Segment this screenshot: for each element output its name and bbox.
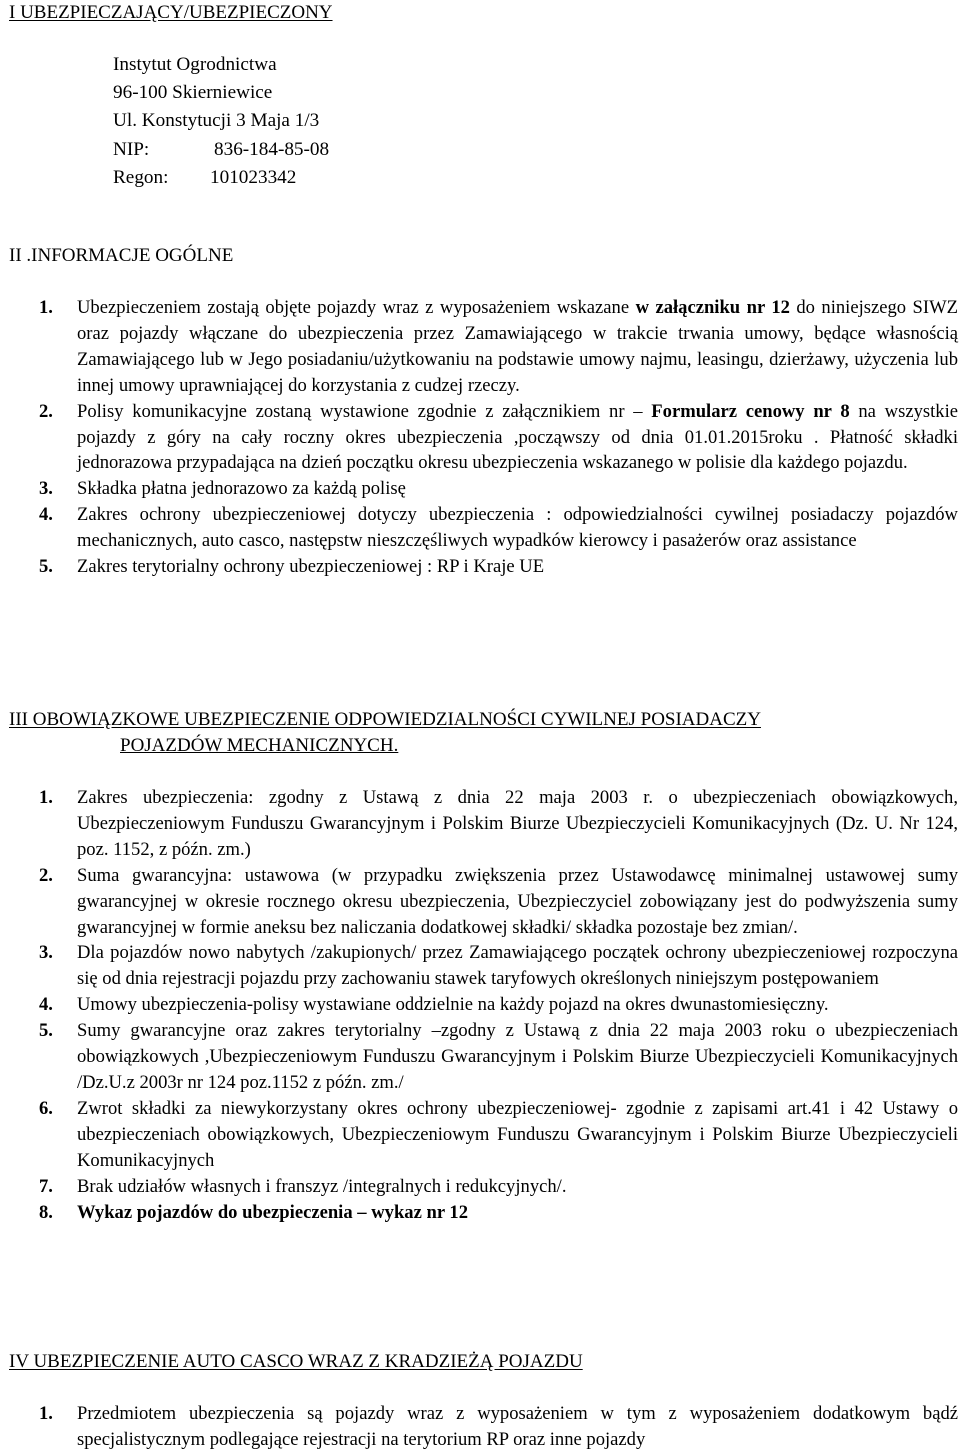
- list-item: [0, 554, 960, 580]
- list-item: [0, 399, 960, 477]
- list-item: [0, 785, 960, 863]
- insured-city: 96-100 Skierniewice: [113, 82, 273, 104]
- item-text: Polisy komunikacyjne zostaną wystawione zgodnie z załącznikiem nr –: [77, 400, 652, 422]
- item-number: 3.: [39, 478, 53, 500]
- item-number: 5.: [39, 556, 53, 578]
- item-text: do niniejszego SIWZ oraz pojazdy włączane do ubezpieczenia przez Zamawiającego w trakcie trwania umowy, będące własnością Zamawiającego lub w Jego posiadaniu/użytkowaniu na podstawie umowy najmu, leasingu, dzierżawy, użyczenia lub innej umowy uprawniającej do korzystania z cudzej rzeczy.: [77, 297, 958, 396]
- insured-name: Instytut Ogrodnictwa: [113, 54, 277, 75]
- list-item: [0, 476, 960, 502]
- item-number: 5.: [39, 1020, 53, 1042]
- insured-details: [113, 51, 329, 192]
- list-item: [0, 295, 960, 399]
- list-item: [0, 863, 960, 941]
- item-number: 4.: [39, 504, 53, 526]
- item-number: 8.: [39, 1201, 53, 1223]
- list-item: [0, 1200, 960, 1226]
- item-number: 6.: [39, 1097, 53, 1119]
- item-text: Zakres terytorialny ochrony ubezpieczeniowej : RP i Kraje UE: [77, 556, 545, 578]
- list-item: [0, 1018, 960, 1096]
- item-number: 2.: [39, 864, 53, 886]
- item-number: 2.: [39, 400, 53, 422]
- section-2-heading: II .INFORMACJE OGÓLNE: [9, 245, 234, 266]
- item-text: Przedmiotem ubezpieczenia są pojazdy wraz z wyposażeniem w tym z wyposażeniem dodatkowym bądź specjalistycznym podlegające rejestracji na terytorium RP oraz inne pojazdy: [77, 1403, 958, 1450]
- section-1-heading: I UBEZPIECZAJĄCY/UBEZPIECZONY: [9, 2, 333, 23]
- item-text: Suma gwarancyjna: ustawowa (w przypadku zwiększenia przez Ustawodawcę minimalnej ustawowej sumy gwarancyjnej w okresie rocznego okresu ubezpieczenia, Ubezpieczyciel zobowiązany jest do podwyższenia sumy gwarancyjnej w formie aneksu bez naliczania dodatkowej składki/ składka pozostaje bez zmian/.: [77, 864, 958, 938]
- nip-value: 836-184-85-08: [214, 138, 330, 160]
- item-text: na wszystkie pojazdy z góry na cały roczny okres ubezpieczenia ,począwszy od dnia 01.01.2015roku . Płatność składki jednorazowa przypadająca na dzień początku okresu ubezpieczenia wskazanego w polisie dla każdego pojazdu.: [77, 400, 958, 474]
- item-number: 1.: [39, 297, 53, 318]
- item-number: 1.: [39, 1403, 53, 1424]
- item-text: Ubezpieczeniem zostają objęte pojazdy wraz z wyposażeniem wskazane: [77, 297, 636, 318]
- section-4-heading: IV UBEZPIECZENIE AUTO CASCO WRAZ Z KRADZIEŻĄ POJAZDU: [9, 1351, 583, 1372]
- ac-insurance-list: [0, 1401, 960, 1453]
- regon-value: 101023342: [210, 166, 297, 188]
- item-text: Zakres ubezpieczenia: zgodny z Ustawą z dnia 22 maja 2003 r. o ubezpieczeniach obowiązkowych, Ubezpieczeniowym Funduszu Gwarancyjnym i Polskim Biurze Ubezpieczycieli Komunikacyjnych (Dz. U. Nr 124, poz. 1152, z późn. zm.): [77, 787, 958, 860]
- list-item: [0, 1174, 960, 1200]
- item-number: 7.: [39, 1175, 53, 1197]
- item-number: 3.: [39, 942, 53, 964]
- insured-street: Ul. Konstytucji 3 Maja 1/3: [113, 110, 320, 132]
- item-emphasis: Formularz cenowy nr 8: [651, 400, 850, 422]
- oc-insurance-list: [0, 785, 960, 1225]
- item-text: Składka płatna jednorazowo za każdą polisę: [77, 478, 406, 500]
- regon-label: Regon:: [113, 166, 169, 188]
- insured-nip: [113, 136, 329, 164]
- list-item: [0, 1096, 960, 1174]
- nip-label: NIP:: [113, 138, 150, 160]
- item-emphasis: w załączniku nr 12: [635, 297, 790, 318]
- item-number: 4.: [39, 994, 53, 1016]
- item-text: Zakres ochrony ubezpieczeniowej dotyczy ubezpieczenia : odpowiedzialności cywilnej posiadaczy pojazdów mechanicznych, auto casco, następstw nieszczęśliwych wypadków kierowcy i pasażerów oraz assistance: [77, 504, 958, 552]
- list-item: [0, 940, 960, 992]
- list-item: [0, 992, 960, 1018]
- insured-regon: [113, 164, 329, 192]
- item-text: Sumy gwarancyjne oraz zakres terytorialny –zgodny z Ustawą z dnia 22 maja 2003 roku o ubezpieczeniach obowiązkowych ,Ubezpieczeniowym Funduszu Gwarancyjnym i Polskim Biurze Ubezpieczycieli Komunikacyjnych /Dz.U.z 2003r nr 124 poz.1152 z późn. zm./: [77, 1020, 958, 1093]
- list-item: [0, 502, 960, 554]
- item-text: Umowy ubezpieczenia-polisy wystawiane oddzielnie na każdy pojazd na okres dwunastomiesięczny.: [77, 994, 829, 1016]
- item-text: Wykaz pojazdów do ubezpieczenia – wykaz nr 12: [77, 1201, 468, 1223]
- section-3-heading-continued: POJAZDÓW MECHANICZNYCH.: [120, 735, 399, 756]
- item-number: 1.: [39, 787, 53, 808]
- section-3-heading: III OBOWIĄZKOWE UBEZPIECZENIE ODPOWIEDZIALNOŚCI CYWILNEJ POSIADACZY: [9, 709, 761, 730]
- item-text: Dla pojazdów nowo nabytych /zakupionych/ przez Zamawiającego początek ochrony ubezpieczeniowej rozpoczyna się od dnia rejestracji pojazdu przy zachowaniu stawek taryfowych określonych niniejszym postępowaniem: [77, 942, 958, 990]
- general-info-list: [0, 295, 960, 580]
- item-text: Zwrot składki za niewykorzystany okres ochrony ubezpieczeniowej- zgodnie z zapisami art.41 i 42 Ustawy o ubezpieczeniach obowiązkowych, Ubezpieczeniowym Funduszu Gwarancyjnym i Polskim Biurze Ubezpieczycieli Komunikacyjnych: [77, 1097, 958, 1171]
- list-item: [0, 1401, 960, 1453]
- item-text: Brak udziałów własnych i franszyz /integralnych i redukcyjnych/.: [77, 1175, 567, 1197]
